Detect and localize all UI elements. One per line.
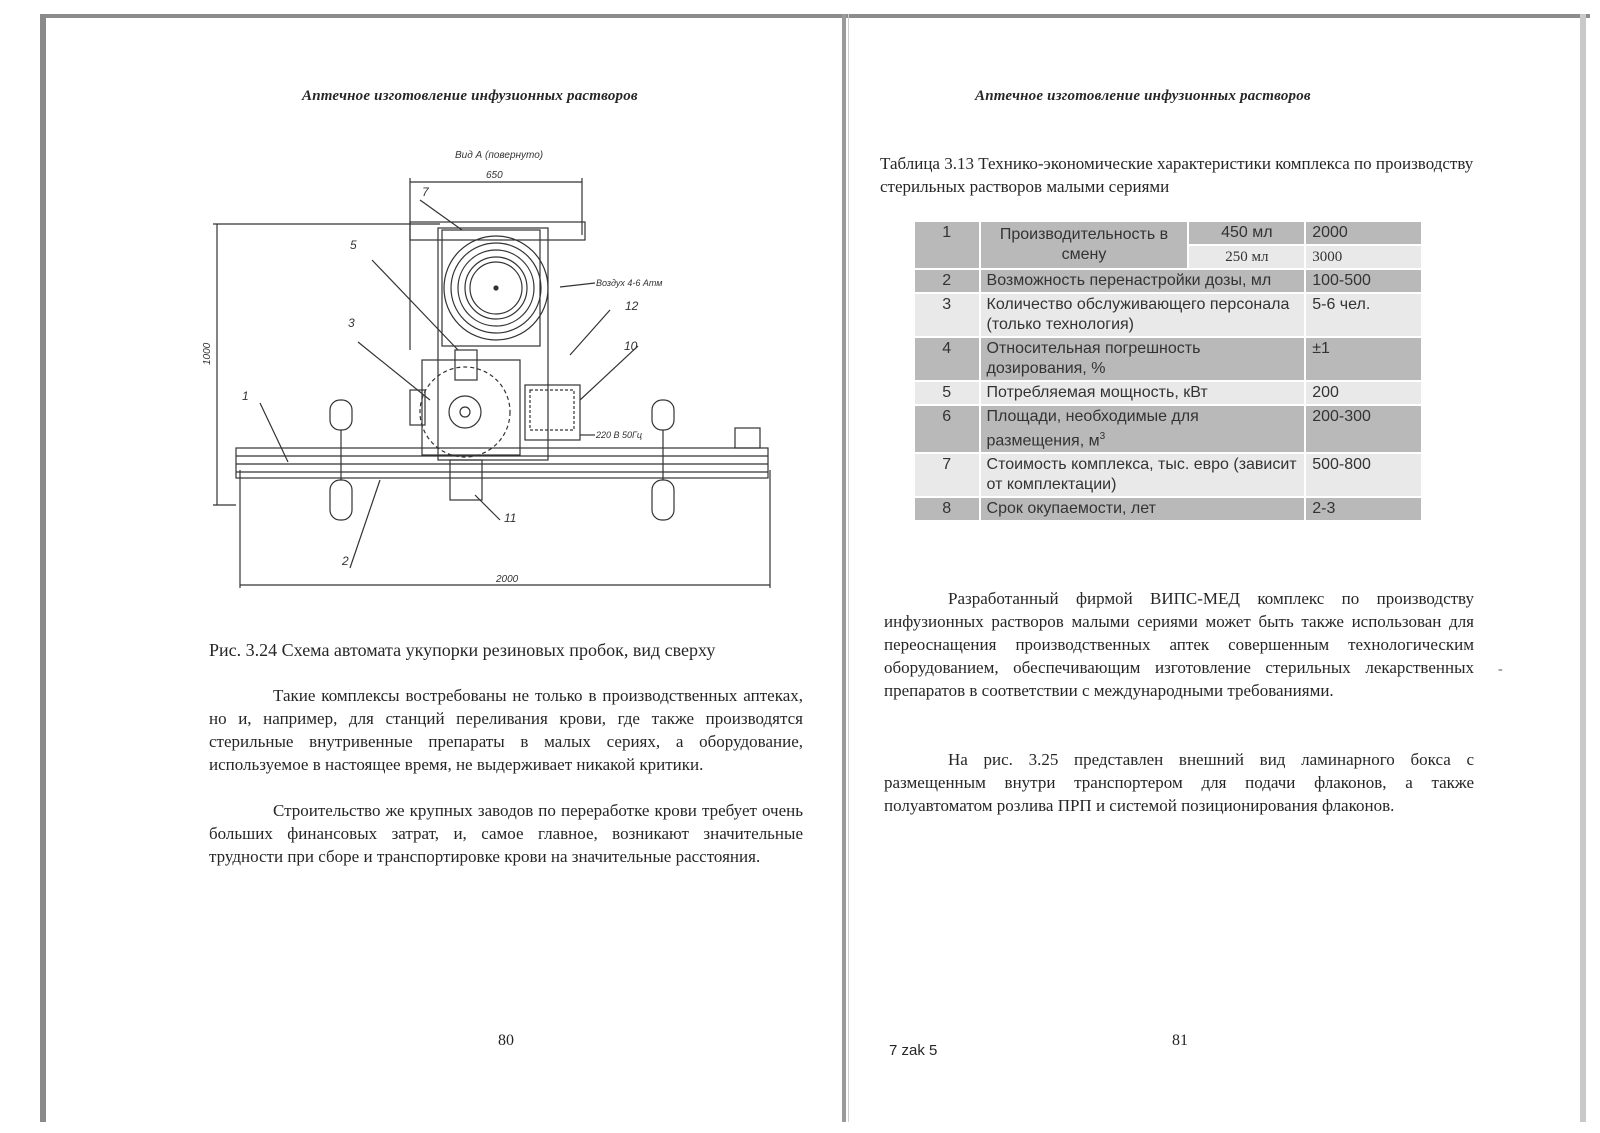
row-label: Относительная погрешность дозирования, % (981, 338, 1305, 380)
table-title: Таблица 3.13 Технико-экономические характеристики комплекса по производству стерильных растворов малыми сериями (880, 154, 1474, 196)
support-right-top (652, 400, 674, 430)
scan-border-left (40, 14, 46, 1122)
dim-side-label: 1000 (202, 342, 213, 365)
left-page-number: 80 (498, 1032, 514, 1049)
row-label: Стоимость комплекса, тыс. евро (зависит от комплектации) (981, 454, 1305, 496)
scan-border-top (40, 14, 1590, 18)
book-spine-shadow (848, 14, 849, 1122)
row-label: Возможность перенастройки дозы, мл (981, 270, 1305, 292)
callout-12: 12 (625, 299, 639, 313)
right-paragraph-2: На рис. 3.25 представлен внешний вид ламинарного бокса с размещенным внутри транспортером для подачи флаконов, а также полуавтоматом розлива ПРП и системой позиционирования флаконов. (884, 750, 1474, 815)
table-row (915, 498, 1421, 520)
support-left-top (330, 400, 352, 430)
row-label: Количество обслуживающего персонала (только технология) (981, 294, 1305, 336)
row-value: 200-300 (1306, 406, 1421, 452)
row-value: 500-800 (1306, 454, 1421, 496)
conveyor (236, 448, 768, 478)
row-number: 3 (915, 294, 979, 336)
row-sub-label: 250 мл (1189, 246, 1304, 268)
figure-caption: Рис. 3.24 Схема автомата укупорки резиновых пробок, вид сверху (209, 640, 716, 660)
callout-2: 2 (342, 554, 349, 568)
table-row (915, 406, 1421, 452)
table-row (915, 382, 1421, 404)
right-page-number: 81 (1172, 1032, 1188, 1049)
machine-cabinet (438, 228, 548, 460)
right-running-head: Аптечное изготовление инфузионных растворов (975, 88, 1311, 104)
row-value: 5-6 чел. (1306, 294, 1421, 336)
row-number: 8 (915, 498, 979, 520)
scan-border-right (1580, 14, 1586, 1122)
row-value: 2-3 (1306, 498, 1421, 520)
row-label-sup: 3 (1099, 431, 1106, 442)
row-sub-label: 450 мл (1189, 222, 1304, 244)
support-left-bottom (330, 480, 352, 520)
row-number: 5 (915, 382, 979, 404)
view-label: Вид А (повернуто) (455, 150, 544, 161)
spec-table (913, 220, 1423, 522)
rotor-housing (422, 360, 520, 455)
left-paragraph-2: Строительство же крупных заводов по переработке крови требует очень больших финансовых затрат, и, самое главное, возникают значительные трудности при сборе и транспортировке крови на значительные расстояния. (209, 801, 803, 866)
row-label: Потребляемая мощность, кВт (981, 382, 1305, 404)
callout-7: 7 (422, 185, 429, 199)
row-label-text: Площади, необходимые для размещения, м (986, 408, 1199, 450)
right-paragraph-1: Разработанный фирмой ВИПС-МЕД комплекс по производству инфузионных растворов малыми сериями может быть также использован для переоснащения производственных аптек совершенным технологическим оборудованием, обеспечивающим изготовление стерильных лекарственных препаратов в соответствии с международными требованиями. (884, 589, 1474, 700)
row-value: 100-500 (1306, 270, 1421, 292)
control-box (525, 385, 580, 440)
print-signature: 7 zak 5 (889, 1042, 938, 1059)
row-value: 2000 (1306, 222, 1421, 244)
row-number: 6 (915, 406, 979, 452)
callout-3: 3 (348, 316, 355, 330)
coil-housing (442, 230, 540, 346)
callout-1: 1 (242, 389, 249, 403)
book-spine (842, 14, 846, 1122)
table-row (915, 222, 1421, 244)
row-value: ±1 (1306, 338, 1421, 380)
callout-11: 11 (504, 511, 517, 525)
dim-bottom-label: 2000 (496, 574, 519, 585)
margin-mark: - (1498, 662, 1503, 677)
row-label (981, 406, 1305, 452)
bottom-unit (450, 460, 482, 500)
row-number: 2 (915, 270, 979, 292)
callout-10: 10 (624, 339, 638, 353)
table-row (915, 338, 1421, 380)
row-label: Срок окупаемости, лет (981, 498, 1305, 520)
air-label: Воздух 4-6 Атм (596, 278, 663, 288)
left-running-head: Аптечное изготовление инфузионных растворов (302, 88, 638, 104)
row-value: 200 (1306, 382, 1421, 404)
row-number: 1 (915, 222, 979, 268)
power-label: 220 В 50Гц (596, 430, 643, 440)
row-label: Производительность в смену (981, 222, 1188, 268)
table-row (915, 270, 1421, 292)
callout-5: 5 (350, 238, 357, 252)
row-number: 4 (915, 338, 979, 380)
table-row (915, 454, 1421, 496)
row-number: 7 (915, 454, 979, 496)
row-value: 3000 (1306, 246, 1421, 268)
figure-drawing (200, 150, 800, 590)
support-right-bottom (652, 480, 674, 520)
table-row (915, 294, 1421, 336)
left-paragraph-1: Такие комплексы востребованы не только в производственных аптеках, но и, например, для станций переливания крови, где также производятся стерильные внутривенные препараты в малых сериях, а оборудование, используемое в настоящее время, не выдерживает никакой критики. (209, 686, 803, 774)
capper-head (455, 350, 477, 380)
dim-top-label: 650 (486, 170, 503, 181)
